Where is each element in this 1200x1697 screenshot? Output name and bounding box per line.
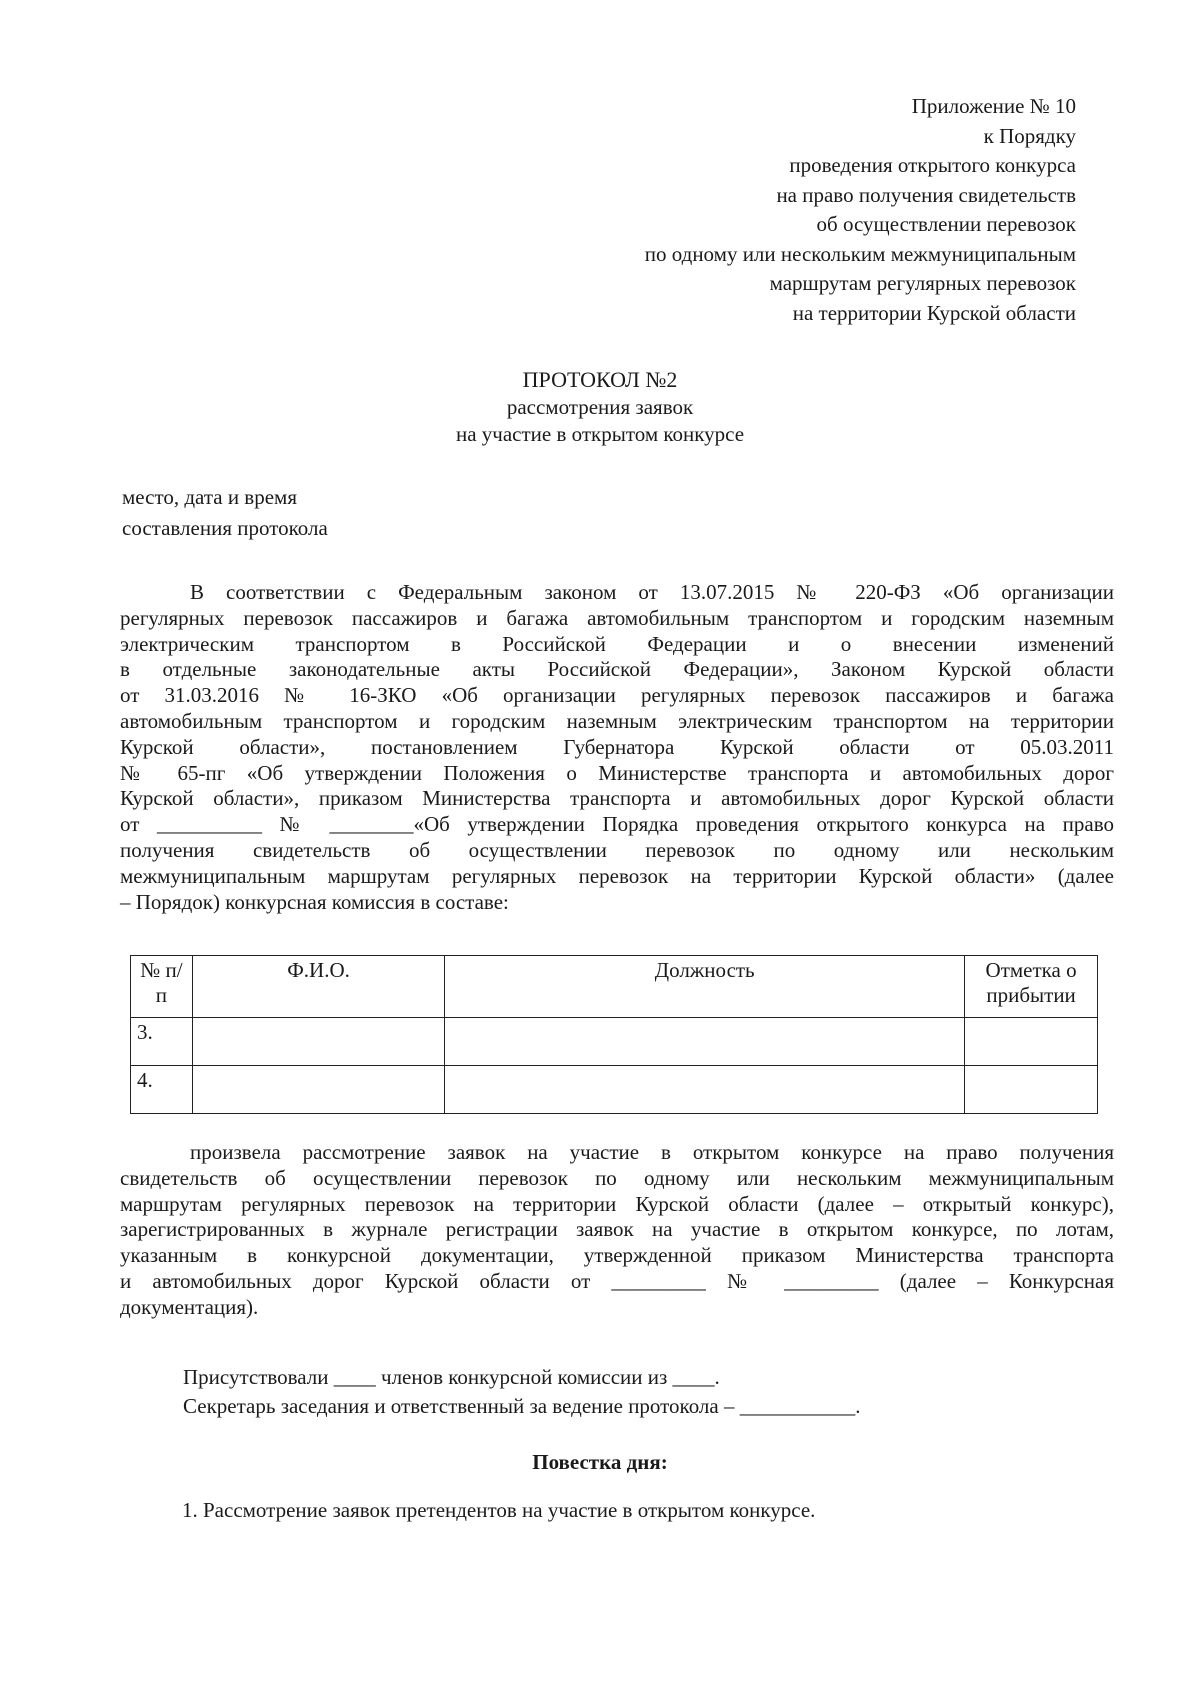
appendix-line: проведения открытого конкурса [789, 153, 1076, 177]
paragraph-line: свидетельств об осуществлении перевозок по одному или нескольким межмуниципальным [120, 1165, 1114, 1190]
col-header-position: Должность [445, 956, 965, 1018]
paragraph-line: в отдельные законодательные акты Российской Федерации», Законом Курской области [120, 657, 1114, 682]
paragraph-line: – Порядок) конкурсная комиссия в составе: [120, 889, 509, 914]
paragraph-line: регулярных перевозок пассажиров и багажа автомобильным транспортом и городским наземным [120, 605, 1114, 630]
paragraph-line: и автомобильных дорог Курской области от _________ № _________ (далее – Конкурсная [120, 1268, 1114, 1293]
paragraph-line: от __________ № ________«Об утверждении Порядка проведения открытого конкурса на право [120, 812, 1114, 837]
attendance-line: Присутствовали ____ членов конкурсной комиссии из ____. [183, 1365, 720, 1389]
agenda-item: 1. Рассмотрение заявок претендентов на участие в открытом конкурсе. [182, 1498, 816, 1522]
appendix-line: Приложение № 10 [911, 94, 1076, 118]
paragraph-line: Курской области», приказом Министерства транспорта и автомобильных дорог Курской области [120, 786, 1114, 811]
appendix-line: к Порядку [983, 123, 1076, 148]
col-header-mark: Отметка о прибытии [965, 956, 1098, 1018]
paragraph-line: произвела рассмотрение заявок на участие в открытом конкурсе на право получения [190, 1140, 1114, 1164]
table-header-row [131, 956, 1098, 1018]
col-header-fio: Ф.И.О. [192, 956, 444, 1018]
row-mark-cell [965, 1018, 1098, 1066]
place-line2: составления протокола [122, 516, 328, 540]
paragraph-line: от 31.03.2016 № 16-ЗКО «Об организации регулярных перевозок пассажиров и багажа [120, 683, 1114, 708]
table-row [131, 1066, 1098, 1114]
row-fio-cell [192, 1066, 444, 1114]
result-paragraph [120, 1140, 1114, 1321]
commission-table [130, 955, 1098, 1114]
place-line1: место, дата и время [122, 485, 297, 509]
appendix-line: на право получения свидетельств [776, 182, 1076, 207]
row-mark-cell [965, 1066, 1098, 1114]
appendix-line: по одному или нескольким межмуниципальным [644, 241, 1076, 266]
row-position-cell [445, 1066, 965, 1114]
agenda-heading: Повестка дня: [532, 1450, 668, 1474]
row-num: 3. [131, 1018, 193, 1066]
paragraph-line: автомобильным транспортом и городским наземным электрическим транспортом на территории [120, 708, 1114, 733]
paragraph-line: документация). [120, 1294, 259, 1319]
intro-paragraph [120, 580, 1114, 915]
paragraph-line: маршрутам регулярных перевозок на территории Курской области (далее – открытый конкурс), [120, 1191, 1114, 1216]
appendix-line: маршрутам регулярных перевозок [769, 271, 1076, 295]
protocol-title-line1: ПРОТОКОЛ №2 [522, 367, 678, 392]
appendix-line: на территории Курской области [792, 300, 1076, 325]
paragraph-line: получения свидетельств об осуществлении перевозок по одному или нескольким [120, 837, 1114, 862]
table-row [131, 1018, 1098, 1066]
row-fio-cell [192, 1018, 444, 1066]
appendix-line: об осуществлении перевозок [816, 212, 1076, 236]
place-date-label [122, 482, 328, 544]
col-header-num: № п/п [131, 956, 193, 1018]
protocol-title-line3: на участие в открытом конкурсе [455, 422, 745, 446]
paragraph-line: указанным в конкурсной документации, утвержденной приказом Министерства транспорта [120, 1243, 1114, 1268]
paragraph-line: зарегистрированных в журнале регистрации заявок на участие в открытом конкурсе, по лотам, [120, 1217, 1114, 1242]
paragraph-line: Курской области», постановлением Губернатора Курской области от 05.03.2011 [120, 734, 1114, 759]
paragraph-line: № 65-пг «Об утверждении Положения о Министерстве транспорта и автомобильных дорог [120, 760, 1114, 785]
paragraph-line: электрическим транспортом в Российской Федерации и о внесении изменений [120, 631, 1114, 656]
appendix-header [645, 92, 1076, 328]
secretary-line: Секретарь заседания и ответственный за ведение протокола – ___________. [183, 1394, 861, 1418]
paragraph-line: межмуниципальным маршрутам регулярных перевозок на территории Курской области» (далее [120, 863, 1114, 888]
row-position-cell [445, 1018, 965, 1066]
attendance-block [183, 1363, 860, 1421]
paragraph-line: В соответствии с Федеральным законом от 13.07.2015 № 220-ФЗ «Об организации [190, 580, 1114, 604]
protocol-title-line2: рассмотрения заявок [506, 394, 694, 419]
row-num: 4. [131, 1066, 193, 1114]
protocol-title [0, 366, 1200, 449]
